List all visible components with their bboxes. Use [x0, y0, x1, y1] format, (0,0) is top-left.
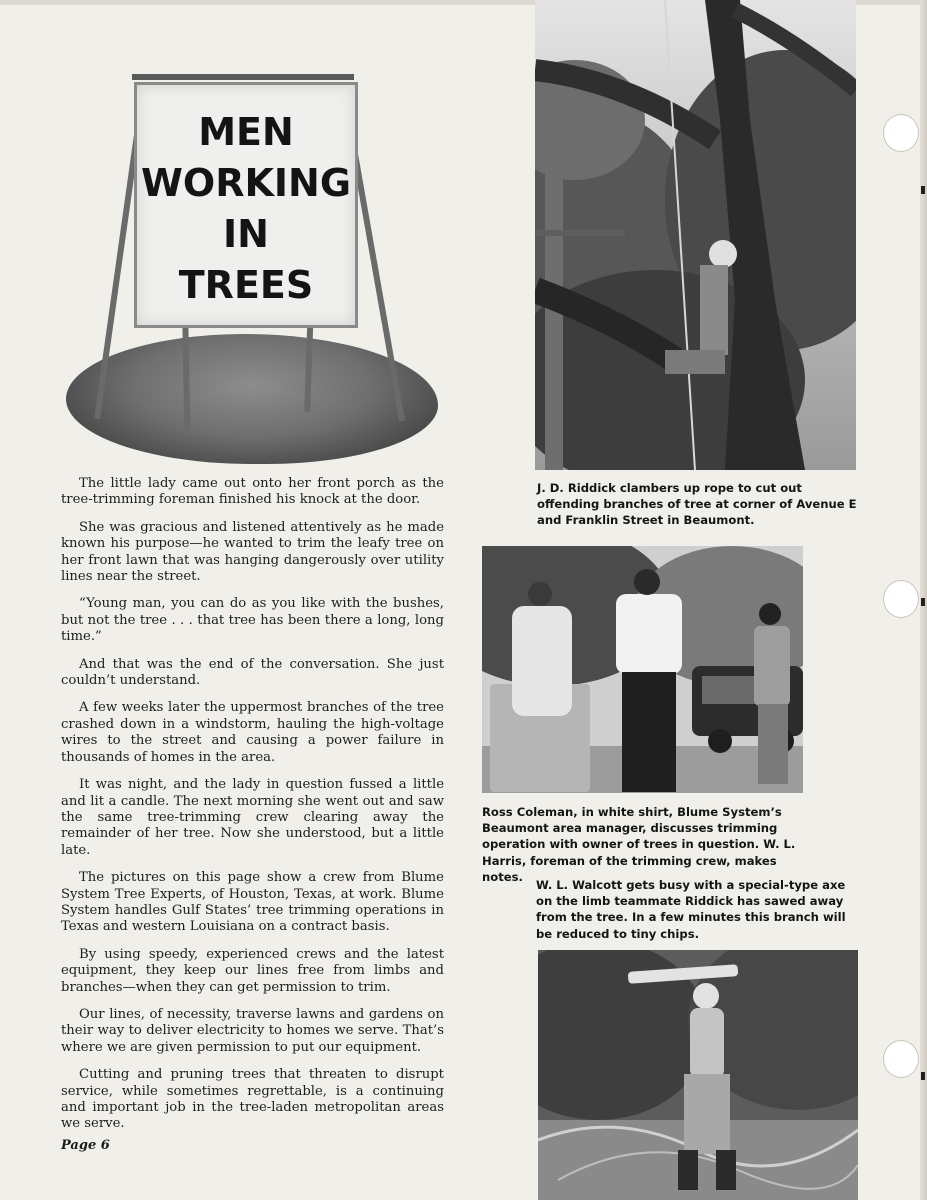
edge-mark — [921, 186, 925, 194]
article-paragraph: Cutting and pruning trees that threaten to disrupt service, while sometimes regrettable, is a continuing and important job in the tree-laden metropolitan areas we serve. — [61, 1067, 444, 1132]
coleman-caption: Ross Coleman, in white shirt, Blume System’s Beaumont area manager, discusses trimming operation with owner of trees in question. W. L. Harris, foreman of the trimming crew, makes notes. — [482, 805, 796, 884]
binder-hole — [883, 580, 919, 618]
walcott-caption: W. L. Walcott gets busy with a special-type axe on the limb teammate Riddick has sawed away from the tree. In a few minutes this branch will be reduced to tiny chips. — [536, 878, 846, 941]
article-paragraph: She was gracious and listened attentively as he made known his purpose—he wanted to trim the leafy tree on her front lawn that was hanging dangerously over utility lines near the street. — [61, 519, 444, 585]
article-paragraph: By using speedy, experienced crews and the latest equipment, they keep our lines free from limbs and branches—when they can get permission to trim. — [61, 946, 444, 995]
sign-ground — [66, 334, 438, 464]
edge-mark — [921, 1072, 925, 1080]
article-paragraph: The pictures on this page show a crew from Blume System Tree Experts, of Houston, Texas, at work. Blume System handles Gulf States’ tree trimming operations in Texas and western Louisiana on a contract basis. — [61, 870, 444, 935]
binder-hole — [883, 1040, 919, 1078]
riddick-caption: J. D. Riddick clambers up rope to cut out offending branches of tree at corner of Avenue E and Franklin Street in Beaumont. — [537, 481, 857, 528]
men-working-sign — [134, 82, 358, 328]
sign-text: MEN WORKING IN TREES — [140, 110, 352, 307]
climber-photo — [535, 0, 856, 470]
binder-hole — [883, 114, 919, 152]
article-paragraph: The little lady came out onto her front porch as the tree-trimming foreman finished his knock at the door. — [61, 476, 444, 508]
article-paragraph: Our lines, of necessity, traverse lawns and gardens on their way to deliver electricity to homes we serve. That’s where we are given permission to put our equipment. — [61, 1006, 444, 1055]
article-paragraph: It was night, and the lady in question fussed a little and lit a candle. The next morning she went out and saw the same tree-trimming crew clearing away the remainder of her tree. Now she understood, but a little late. — [61, 777, 444, 858]
sign-photo — [66, 72, 440, 467]
sign-top-bar — [132, 74, 354, 80]
article-paragraph: “Young man, you can do as you like with the bushes, but not the tree . . . that tree has been there a long, long time.” — [61, 596, 444, 645]
article-paragraph: A few weeks later the uppermost branches of the tree crashed down in a windstorm, hauling the high-voltage wires to the street and causing a power failure in thousands of homes in the area. — [61, 700, 444, 765]
article-paragraph: And that was the end of the conversation. She just couldn’t understand. — [61, 656, 444, 689]
article-body — [61, 476, 444, 1144]
axe-photo — [538, 950, 858, 1200]
edge-mark — [921, 598, 925, 606]
conversation-photo — [482, 546, 803, 793]
page-number: Page 6 — [61, 1138, 110, 1153]
